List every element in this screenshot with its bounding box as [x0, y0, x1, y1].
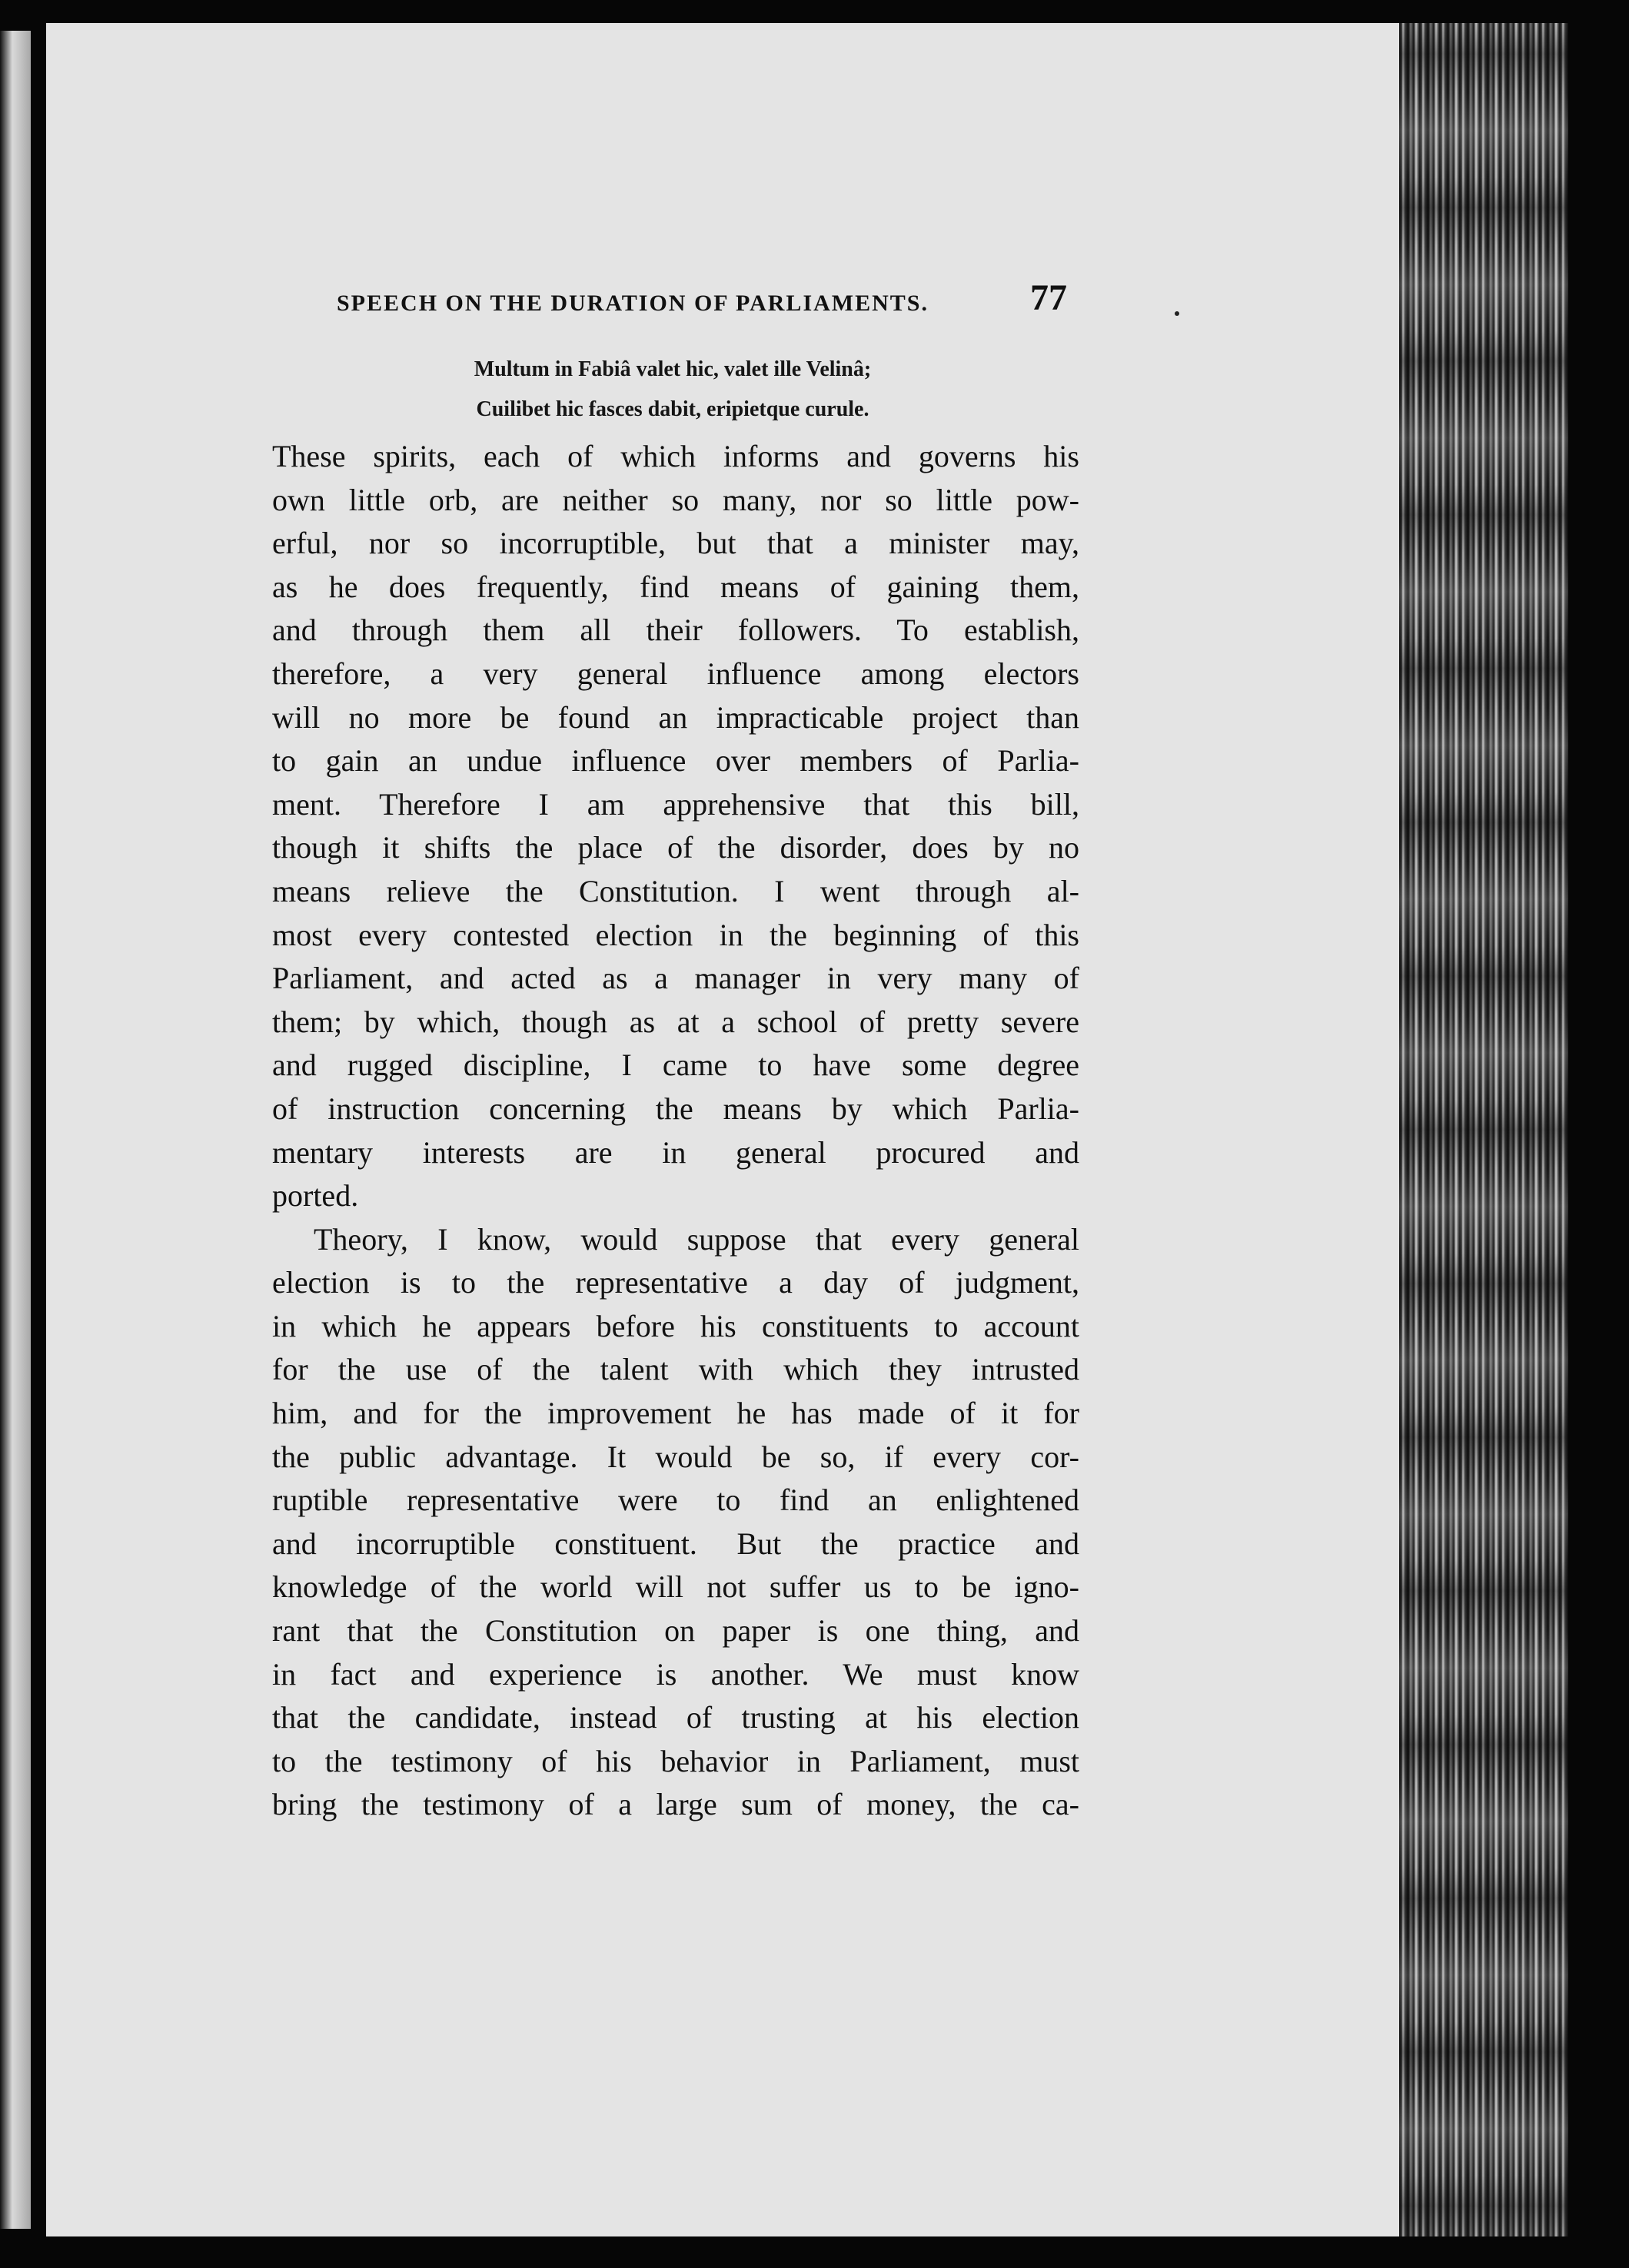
text-line: rant that the Constitution on paper is one thing, and	[272, 1613, 1079, 1649]
text-line: mentary interests are in general procured and	[272, 1134, 1079, 1170]
page-number: 77	[1030, 277, 1067, 318]
text-line: and rugged discipline, I came to have some degree	[272, 1048, 1079, 1083]
text-line: the public advantage. It would be so, if every cor-	[272, 1439, 1079, 1474]
text-line: bring the testimony of a large sum of money, the ca-	[272, 1787, 1079, 1822]
ink-speck	[1175, 311, 1179, 316]
verse-line: Multum in Fabiâ valet hic, valet ille Velinâ;	[474, 357, 872, 381]
text-line: ported.	[272, 1178, 359, 1214]
text-line: and incorruptible constituent. But the practice and	[272, 1526, 1079, 1561]
text-line: and through them all their followers. To establish,	[272, 613, 1079, 648]
text-line: These spirits, each of which informs and governs his	[272, 439, 1079, 473]
text-line: in fact and experience is another. We must know	[272, 1656, 1079, 1692]
text-line: erful, nor so incorruptible, but that a minister may,	[272, 526, 1079, 561]
paragraph	[272, 1218, 1079, 1827]
text-line: ment. Therefore I am apprehensive that this bill,	[272, 786, 1079, 822]
text-line: Parliament, and acted as a manager in very many of	[272, 961, 1079, 996]
verse-line: Cuilibet hic fasces dabit, eripietque curule.	[476, 397, 869, 421]
text-line: them; by which, though as at a school of pretty severe	[272, 1004, 1079, 1039]
text-line: will no more be found an impracticable project than	[272, 699, 1079, 735]
text-line: to gain an undue influence over members of Parlia-	[272, 743, 1079, 779]
text-line: though it shifts the place of the disorder, does by no	[272, 830, 1079, 865]
text-line: Theory, I know, would suppose that every general	[314, 1221, 1079, 1257]
running-head-title: SPEECH ON THE DURATION OF PARLIAMENTS.	[337, 291, 929, 316]
text-line: of instruction concerning the means by which Parlia-	[272, 1091, 1079, 1126]
text-line: for the use of the talent with which they intrusted	[272, 1352, 1079, 1387]
text-line: most every contested election in the beginning of this	[272, 917, 1079, 952]
running-head	[337, 277, 1067, 323]
text-line: that the candidate, instead of trusting at his election	[272, 1700, 1079, 1735]
text-line: to the testimony of his behavior in Parliament, must	[272, 1743, 1079, 1778]
text-line: ruptible representative were to find an enlightened	[272, 1483, 1079, 1518]
text-line: own little orb, are neither so many, nor so little pow-	[272, 482, 1079, 517]
text-line: in which he appears before his constituents to account	[272, 1308, 1079, 1343]
paragraph	[272, 435, 1079, 1218]
text-line: election is to the representative a day of judgment,	[272, 1265, 1079, 1300]
text-line: means relieve the Constitution. I went through al-	[272, 873, 1079, 908]
text-line: as he does frequently, find means of gaining them,	[272, 569, 1079, 604]
text-line: knowledge of the world will not suffer us to be igno-	[272, 1569, 1079, 1605]
body-text	[272, 435, 1079, 1827]
latin-verse-quotation	[269, 350, 1076, 430]
book-fore-edge	[1399, 23, 1568, 2236]
text-line: therefore, a very general influence among electors	[272, 656, 1079, 691]
text-line: him, and for the improvement he has made of it for	[272, 1396, 1079, 1431]
left-page-edge	[0, 31, 31, 2229]
